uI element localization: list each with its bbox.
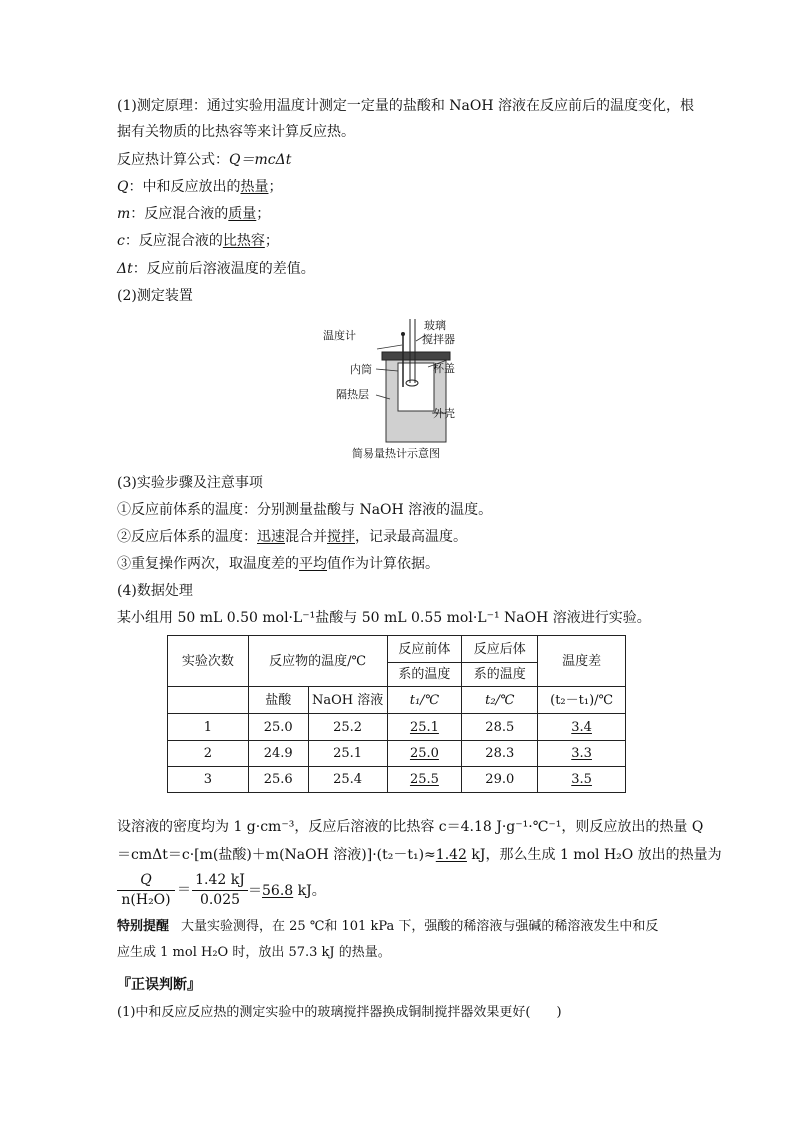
frac1-numerator: Q — [140, 872, 152, 888]
judge-heading: 『正误判断』 — [117, 977, 201, 993]
frac1-denominator: n(H₂O) — [121, 892, 171, 908]
cell-n: 2 — [168, 740, 249, 766]
dt-text: ：反应前后溶液温度的差值。 — [132, 261, 315, 277]
step-2-u1: 迅速 — [257, 529, 285, 545]
col-trial-cont — [168, 687, 249, 714]
formula-label: 反应热计算公式： — [117, 152, 229, 168]
label-stirrer-2: 搅拌器 — [422, 333, 455, 346]
frac1-bar — [117, 890, 175, 891]
calc-line-1: 设溶液的密度均为 1 g·cm⁻³，反应后溶液的比热容 c＝4.18 J·g⁻¹·℃⁻¹，则反应放出的热量 Q — [117, 819, 704, 835]
q-text-post: ； — [268, 179, 283, 195]
sub-hcl: 盐酸 — [248, 687, 308, 714]
c-text-pre: ：反应混合液的 — [124, 233, 223, 249]
m-text-underlined: 质量 — [228, 206, 257, 222]
label-insulation: 隔热层 — [336, 388, 369, 401]
thermometer-bulb — [401, 332, 405, 336]
col-before-1: 反应前体 — [387, 636, 462, 663]
note-text-1: 大量实验测得，在 25 ℃和 101 kPa 下，强酸的稀溶液与强碱的稀溶液发生中和反 — [181, 919, 659, 934]
cell-n: 1 — [168, 714, 249, 740]
calorimeter-diagram — [323, 315, 470, 463]
apparatus-heading: (2)测定装置 — [117, 288, 193, 304]
col-reactant: 反应物的温度/℃ — [248, 636, 387, 687]
cell-diff: 3.5 — [538, 766, 626, 792]
c-text-post: ； — [264, 233, 279, 249]
q-text-pre: ：中和反应放出的 — [128, 179, 241, 195]
diagram-caption: 简易量热计示意图 — [352, 447, 440, 460]
cell-t2: 28.3 — [462, 740, 538, 766]
sub-t1: t₁/℃ — [387, 687, 462, 714]
frac-result: 56.8 — [262, 883, 294, 899]
col-after-1: 反应后体 — [462, 636, 538, 663]
cell-n: 3 — [168, 766, 249, 792]
cell-hcl: 25.0 — [248, 714, 308, 740]
step-3-pre: ③重复操作两次，取温度差的 — [117, 556, 299, 572]
cell-naoh: 25.4 — [308, 766, 387, 792]
calc-line-2-pre: ＝cmΔt＝c·[m(盐酸)＋m(NaOH 溶液)]·(t₂－t₁)≈ — [117, 847, 436, 863]
cell-diff: 3.3 — [538, 740, 626, 766]
cell-t1: 25.1 — [387, 714, 462, 740]
calc-line-2-post: kJ，那么生成 1 mol H₂O 放出的热量为 — [466, 847, 722, 863]
label-thermometer: 温度计 — [323, 329, 356, 342]
formula: Q＝mcΔt — [229, 152, 292, 168]
table-row — [168, 766, 626, 792]
step-1: ①反应前体系的温度：分别测量盐酸与 NaOH 溶液的温度。 — [117, 502, 493, 518]
label-stirrer-1: 玻璃 — [424, 319, 446, 332]
frac2-denominator: 0.025 — [199, 892, 241, 908]
step-2-mid: 混合并 — [285, 529, 327, 545]
m-text-pre: ：反应混合液的 — [130, 206, 229, 222]
step-2-pre: ②反应后体系的温度： — [117, 529, 257, 545]
note-line-1 — [117, 918, 658, 936]
col-trial: 实验次数 — [168, 636, 249, 687]
step-3 — [117, 555, 439, 573]
cell-naoh: 25.1 — [308, 740, 387, 766]
dt-label: Δt — [117, 261, 133, 277]
q-text-underlined: 热量 — [240, 179, 269, 195]
col-diff: 温度差 — [538, 636, 626, 687]
sub-t2: t₂/℃ — [462, 687, 538, 714]
frac-eq-2: ＝ — [248, 883, 262, 899]
m-label: m — [117, 206, 131, 222]
principle-heading: (1)测定原理：通过实验用温度计测定一定量的盐酸和 NaOH 溶液在反应前后的温度变化，根 — [117, 98, 695, 114]
cell-t2: 28.5 — [462, 714, 538, 740]
col-before-2: 系的温度 — [387, 663, 462, 687]
dt-line — [117, 260, 315, 278]
calc-line-2 — [117, 846, 722, 864]
label-inner: 内筒 — [350, 363, 372, 376]
sub-naoh: NaOH 溶液 — [308, 687, 387, 714]
q-label: Q — [117, 179, 129, 195]
note-label: 特别提醒 — [117, 919, 170, 934]
c-line — [117, 232, 279, 250]
m-text-post: ； — [256, 206, 271, 222]
step-2 — [117, 528, 467, 546]
formula-line — [117, 151, 291, 169]
pointer-thermometer — [377, 345, 402, 349]
steps-heading: (3)实验步骤及注意事项 — [117, 475, 263, 491]
frac-eq-1: ＝ — [177, 882, 191, 898]
step-2-post: ，记录最高温度。 — [355, 529, 467, 545]
judge-item-1: (1)中和反应反应热的测定实验中的玻璃搅拌器换成铜制搅拌器效果更好( ) — [117, 1005, 562, 1020]
table-row — [168, 714, 626, 740]
step-3-u: 平均 — [299, 556, 327, 572]
data-table — [167, 635, 626, 793]
principle-heading-cont: 据有关物质的比热容等来计算反应热。 — [117, 124, 355, 140]
cell-t1: 25.0 — [387, 740, 462, 766]
frac-result-unit: kJ。 — [293, 883, 326, 899]
table-row — [168, 740, 626, 766]
note-line-2: 应生成 1 mol H₂O 时，放出 57.3 kJ 的热量。 — [117, 945, 391, 960]
cell-t2: 29.0 — [462, 766, 538, 792]
label-shell: 外壳 — [433, 407, 455, 420]
col-after-2: 系的温度 — [462, 663, 538, 687]
cell-hcl: 25.6 — [248, 766, 308, 792]
step-2-u2: 搅拌 — [327, 529, 355, 545]
frac-result-line — [212, 882, 326, 900]
cell-diff: 3.4 — [538, 714, 626, 740]
m-line — [117, 205, 270, 223]
q-line — [117, 178, 282, 196]
c-text-underlined: 比热容 — [222, 233, 265, 249]
label-lid: 杯盖 — [433, 362, 455, 375]
data-heading: (4)数据处理 — [117, 583, 193, 599]
cell-hcl: 24.9 — [248, 740, 308, 766]
sub-diff: (t₂－t₁)/℃ — [538, 687, 626, 714]
c-label: c — [117, 233, 125, 249]
lid — [382, 352, 450, 360]
cell-naoh: 25.2 — [308, 714, 387, 740]
cell-t1: 25.5 — [387, 766, 462, 792]
data-intro: 某小组用 50 mL 0.50 mol·L⁻¹盐酸与 50 mL 0.55 mol·L⁻¹ NaOH 溶液进行实验。 — [117, 610, 651, 626]
step-3-post: 值作为计算依据。 — [327, 556, 439, 572]
frac2-numerator: 1.42 kJ — [195, 872, 245, 888]
calc-line-2-value: 1.42 — [435, 847, 467, 863]
